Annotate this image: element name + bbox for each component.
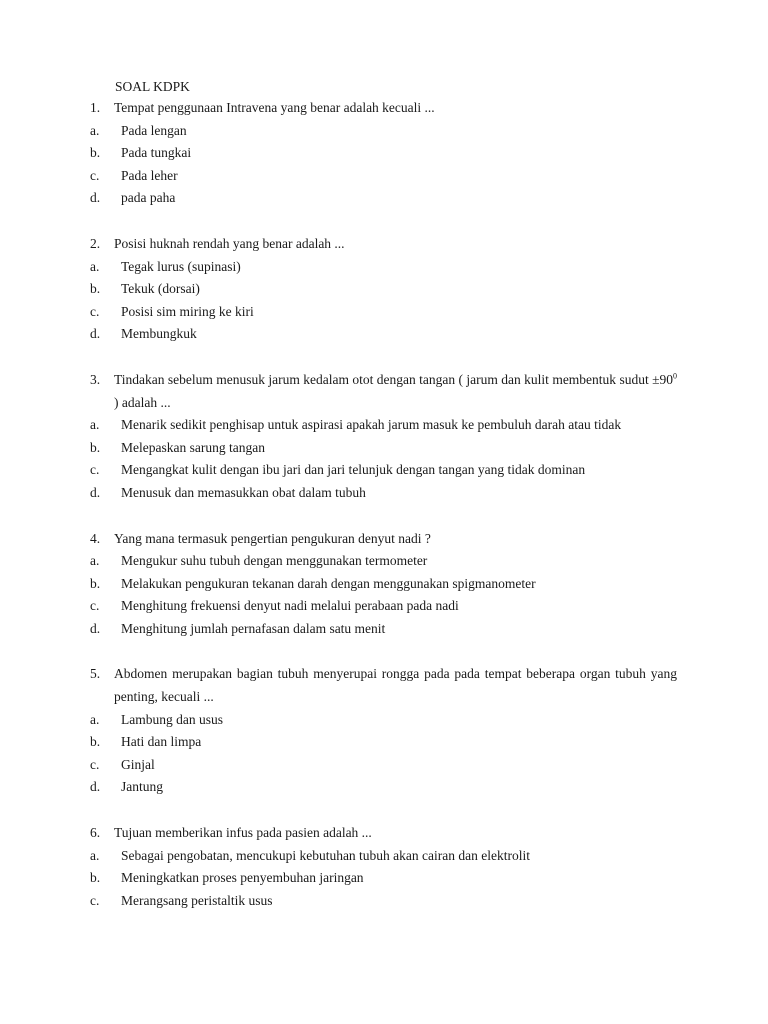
- option-text: Pada leher: [121, 167, 178, 183]
- question-stem: [90, 528, 677, 551]
- option-letter: c.: [90, 167, 100, 183]
- option-a: [90, 709, 677, 732]
- option-letter: c.: [90, 598, 100, 614]
- option-text: Lambung dan usus: [121, 711, 223, 727]
- option-letter: c.: [90, 462, 100, 478]
- option-c: [90, 595, 677, 618]
- option-text: Hati dan limpa: [121, 734, 202, 750]
- question-text-end: ) adalah ...: [114, 394, 171, 410]
- question-text-main: Tindakan sebelum menusuk jarum kedalam otot dengan tangan ( jarum dan kulit membentuk sudut ±90: [114, 371, 673, 387]
- option-letter: b.: [90, 575, 101, 591]
- document-title: SOAL KDPK: [115, 79, 190, 94]
- question-number: 3.: [90, 371, 101, 387]
- question-2: [90, 233, 677, 346]
- option-d: [90, 776, 677, 799]
- option-letter: d.: [90, 484, 101, 500]
- question-number: 4.: [90, 530, 101, 546]
- question-stem: [90, 822, 677, 845]
- option-b: [90, 573, 677, 596]
- option-text: Pada tungkai: [121, 145, 192, 161]
- option-letter: c.: [90, 892, 100, 908]
- question-text: Yang mana termasuk pengertian pengukuran denyut nadi ?: [114, 530, 431, 546]
- question-list: [90, 97, 677, 935]
- question-number: 6.: [90, 825, 101, 841]
- option-letter: a.: [90, 711, 100, 727]
- question-stem: [90, 233, 677, 256]
- option-a: [90, 256, 677, 279]
- option-letter: a.: [90, 847, 100, 863]
- option-text: Mengukur suhu tubuh dengan menggunakan termometer: [121, 553, 428, 569]
- option-b: [90, 142, 677, 165]
- option-text: Menghitung jumlah pernafasan dalam satu menit: [121, 620, 386, 636]
- option-letter: a.: [90, 417, 100, 433]
- option-c: [90, 459, 677, 482]
- option-text: Posisi sim miring ke kiri: [121, 303, 254, 319]
- option-a: [90, 120, 677, 143]
- option-a: [90, 414, 677, 437]
- option-text: Sebagai pengobatan, mencukupi kebutuhan tubuh akan cairan dan elektrolit: [121, 847, 530, 863]
- question-1: [90, 97, 677, 210]
- question-text: Tempat penggunaan Intravena yang benar adalah kecuali ...: [114, 100, 435, 115]
- option-b: [90, 278, 677, 301]
- question-number: 1.: [90, 100, 101, 115]
- option-text: Melepaskan sarung tangan: [121, 439, 265, 455]
- question-text: Posisi huknah rendah yang benar adalah ...: [114, 235, 345, 251]
- option-letter: d.: [90, 620, 101, 636]
- option-letter: d.: [90, 190, 101, 206]
- option-text: Tekuk (dorsai): [121, 281, 200, 297]
- question-4: [90, 528, 677, 641]
- option-letter: a.: [90, 258, 100, 274]
- question-6: [90, 822, 677, 912]
- option-text: Merangsang peristaltik usus: [121, 892, 273, 908]
- option-c: [90, 754, 677, 777]
- degree-superscript: 0: [673, 371, 677, 381]
- option-text: Membungkuk: [121, 326, 197, 342]
- option-letter: b.: [90, 439, 101, 455]
- option-a: [90, 550, 677, 573]
- option-text: Jantung: [121, 779, 163, 795]
- option-text: Pada lengan: [121, 122, 187, 138]
- option-text: Ginjal: [121, 756, 155, 772]
- option-c: [90, 301, 677, 324]
- option-b: [90, 867, 677, 890]
- option-c: [90, 890, 677, 913]
- question-5: [90, 663, 677, 799]
- question-number: 5.: [90, 666, 101, 682]
- option-letter: b.: [90, 145, 101, 161]
- option-letter: c.: [90, 756, 100, 772]
- option-text: Menusuk dan memasukkan obat dalam tubuh: [121, 484, 366, 500]
- question-stem: [90, 369, 677, 414]
- option-text: Menarik sedikit penghisap untuk aspirasi apakah jarum masuk ke pembuluh darah atau tidak: [121, 417, 622, 433]
- option-text: Menghitung frekuensi denyut nadi melalui perabaan pada nadi: [121, 598, 459, 614]
- question-number: 2.: [90, 235, 101, 251]
- option-letter: a.: [90, 122, 100, 138]
- question-text: Tujuan memberikan infus pada pasien adalah ...: [114, 825, 372, 841]
- option-letter: b.: [90, 734, 101, 750]
- option-d: [90, 482, 677, 505]
- option-a: [90, 845, 677, 868]
- option-letter: b.: [90, 870, 101, 886]
- option-letter: d.: [90, 326, 101, 342]
- option-text: Mengangkat kulit dengan ibu jari dan jari telunjuk dengan tangan yang tidak dominan: [121, 462, 586, 478]
- question-text: [114, 369, 677, 414]
- option-letter: b.: [90, 281, 101, 297]
- option-text: Tegak lurus (supinasi): [121, 258, 241, 274]
- question-stem: [90, 663, 677, 708]
- question-3: [90, 369, 677, 505]
- option-text: pada paha: [121, 190, 176, 206]
- option-d: [90, 323, 677, 346]
- question-text: Abdomen merupakan bagian tubuh menyerupai rongga pada pada tempat beberapa organ tubuh yang penting, kecuali ...: [114, 666, 677, 705]
- option-b: [90, 731, 677, 754]
- option-text: Meningkatkan proses penyembuhan jaringan: [121, 870, 364, 886]
- option-letter: d.: [90, 779, 101, 795]
- option-b: [90, 437, 677, 460]
- option-d: [90, 187, 677, 210]
- option-text: Melakukan pengukuran tekanan darah dengan menggunakan spigmanometer: [121, 575, 536, 591]
- option-letter: c.: [90, 303, 100, 319]
- option-c: [90, 165, 677, 188]
- option-letter: a.: [90, 553, 100, 569]
- question-stem: [90, 97, 677, 120]
- option-d: [90, 618, 677, 641]
